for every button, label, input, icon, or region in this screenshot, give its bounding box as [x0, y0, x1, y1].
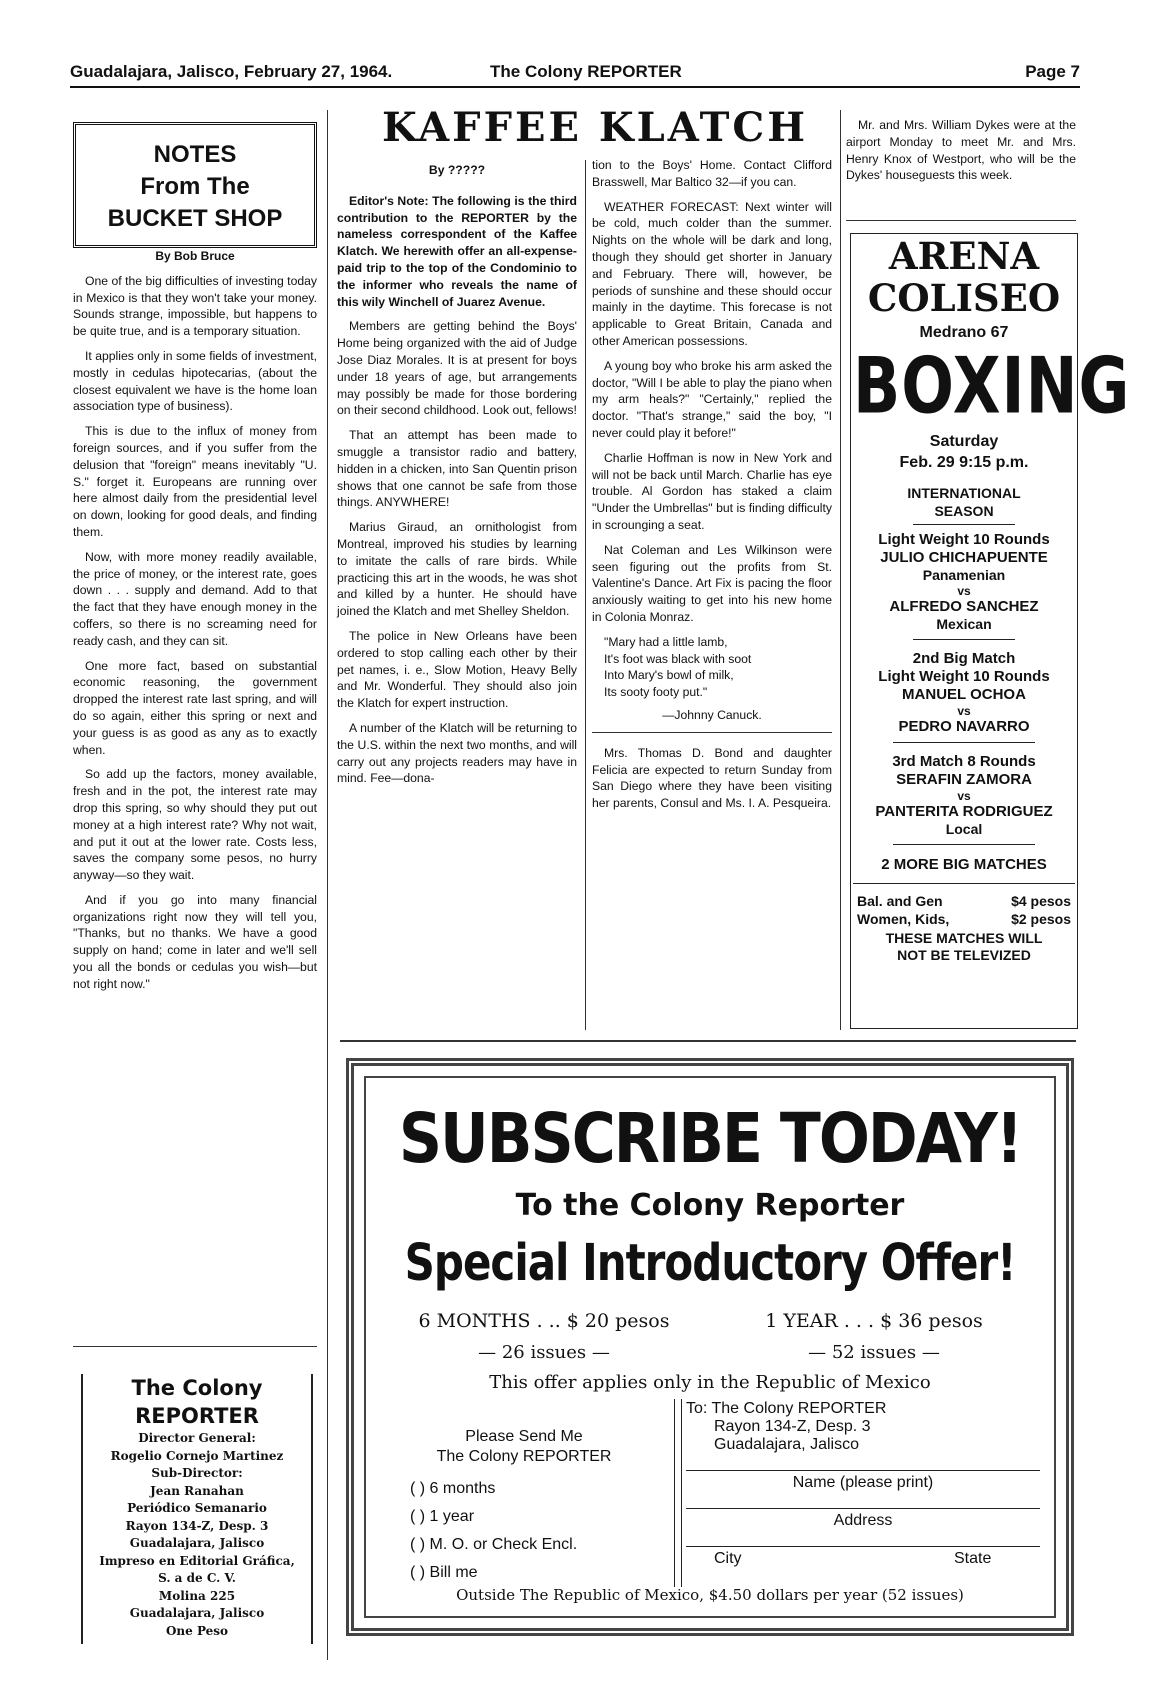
- kaffee-paragraph: Members are getting behind the Boys' Home being organized with the aid of Judge Jose Diaz Morales. It is at present for boys under 18 years of age, but arrangements may possibly be made for those bordering on their second childhood. Look out, fellows!: [337, 319, 577, 418]
- notes-paragraph: This is due to the influx of money from foreign sources, and if you suffer from the delusion that "foreign" means inevitably "U. S." forget it. Europeans are running over here almost daily from the presidential level on down, looking for good deals, and finding them.: [73, 424, 317, 539]
- notes-paragraph: Now, with more money readily available, the price of money, or the interest rate, goes down . . . supply and demand. Add to that the fact that they have enough money in the coffers, so there is no screaming need for ready cash, and they can sit.: [73, 549, 317, 648]
- series: INTERNATIONAL: [907, 485, 1021, 501]
- name-field-line[interactable]: [686, 1470, 1040, 1471]
- mail-to-line: To: The Colony REPORTER: [686, 1400, 887, 1417]
- notes-title-line: From The: [140, 173, 250, 200]
- divider: [340, 1040, 1076, 1042]
- divider: [846, 220, 1076, 221]
- kaffee-paragraph: Charlie Hoffman is now in New York and will not be back until March. Charlie has eye trouble. Al Gordon has staked a claim "Under the Umbrellas" but is finding difficulty in scrounging a seat.: [592, 450, 832, 532]
- more-matches: 2 MORE BIG MATCHES: [853, 855, 1075, 884]
- arena-address: Medrano 67: [919, 324, 1009, 341]
- option-1-year[interactable]: ( ) 1 year: [410, 1508, 475, 1525]
- kaffee-paragraph: Marius Giraud, an ornithologist from Montreal, improved his studies by learning to imitate the calls of rare birds. While practicing this art in the woods, he was shot and killed by a hunter. He should have joined the Klatch and met Shelley Sheldon.: [337, 520, 577, 619]
- one-year-price: 1 YEAR . . . $ 36 pesos: [765, 1310, 983, 1332]
- option-bill-me[interactable]: ( ) Bill me: [410, 1564, 478, 1581]
- kaffee-paragraph: tion to the Boys' Home. Contact Clifford Brasswell, Mar Baltico 32—if you can.: [592, 158, 832, 189]
- fighter: SERAFIN ZAMORA: [896, 771, 1032, 788]
- mail-to-line: Rayon 134-Z, Desp. 3: [714, 1418, 871, 1435]
- kaffee-paragraph: That an attempt has been made to smuggle a transistor radio and battery, hidden in a chicken, into San Quentin prison shows that one cannot be safe from those things. ANYWHERE!: [337, 428, 577, 510]
- masthead-line: Rayon 134-Z, Desp. 3: [125, 1518, 269, 1533]
- masthead-line: One Peso: [165, 1623, 229, 1638]
- page-header: [70, 60, 1080, 88]
- dykes-note: [846, 117, 1076, 192]
- event-date: Feb. 29 9:15 p.m.: [899, 454, 1029, 471]
- signoff: —Johnny Canuck.: [662, 707, 762, 722]
- fighter: PANTERITA RODRIGUEZ: [875, 803, 1053, 820]
- notes-paragraph: One of the big difficulties of investing today in Mexico is that they won't take your money. Sounds strange, impossible, but happens to be quite true, and is a temporary situation.: [73, 273, 317, 339]
- match-heading: 2nd Big Match: [912, 650, 1016, 667]
- kaffee-paragraph: A number of the Klatch will be returning to the U.S. within the next two months, and will carry out any projects readers may have in mind. Fee—dona-: [337, 720, 577, 786]
- subscribe-subhead: To the Colony Reporter: [515, 1188, 905, 1223]
- masthead-line: Guadalajara, Jalisco: [129, 1536, 265, 1550]
- offer-title: Special Introductory Offer!: [404, 1233, 1016, 1292]
- kaffee-column-2: [592, 157, 832, 820]
- fighter: MANUEL OCHOA: [902, 686, 1026, 703]
- notes-paragraph: One more fact, based on substantial economic reasoning, the government dropped the interest rate last spring, and will do so again, either this spring or next and your guess is as good as any as to exactly when.: [73, 658, 317, 757]
- versus: vs: [957, 704, 971, 718]
- city-state-field-line[interactable]: [686, 1546, 1040, 1547]
- fighter-origin: Panamenian: [922, 567, 1006, 583]
- send-line: Please Send Me: [465, 1428, 583, 1445]
- price-label: Women, Kids,: [857, 911, 950, 927]
- price-value: $2 pesos: [1011, 911, 1071, 927]
- kaffee-column-1: [337, 162, 577, 795]
- poem-line: "Mary had a little lamb,: [604, 634, 728, 649]
- masthead-line: Guadalajara, Jalisco: [129, 1606, 265, 1620]
- arena-name: ARENA: [888, 234, 1040, 278]
- masthead-line: Impreso en Editorial Gráfica,: [99, 1553, 295, 1568]
- fighter-origin: Local: [893, 821, 1035, 845]
- notes-paragraph: It applies only in some fields of investment, mostly in cedulas hipotecarias, (about the closest equivalent we have is the home loan association type of business).: [73, 348, 317, 414]
- divider: [73, 1346, 317, 1347]
- fighter: PEDRO NAVARRO: [893, 718, 1035, 743]
- subscribe-headline: SUBSCRIBE TODAY!: [398, 1098, 1022, 1180]
- masthead: [81, 1374, 313, 1644]
- notes-title-line: BUCKET SHOP: [107, 205, 283, 232]
- kaffee-paragraph: Nat Coleman and Les Wilkinson were seen figuring out the profits from St. Valentine's Dance. Art Fix is pacing the floor anxiously waiting to get into his new home in Colonia Monraz.: [592, 542, 832, 624]
- masthead-line: Molina 225: [158, 1588, 236, 1603]
- masthead-line: Rogelio Cornejo Martinez: [110, 1448, 284, 1463]
- subscription-ad: [346, 1058, 1074, 1636]
- address-field-line[interactable]: [686, 1508, 1040, 1509]
- state-label: State: [954, 1550, 992, 1567]
- one-year-issues: — 52 issues —: [808, 1342, 940, 1363]
- masthead-line: Director General:: [138, 1431, 256, 1445]
- masthead-line: Sub-Director:: [151, 1466, 243, 1480]
- boxing-ad-border: [850, 233, 1131, 1029]
- name-label: Name (please print): [792, 1474, 934, 1491]
- arena-name: COLISEO: [867, 276, 1061, 320]
- versus: vs: [957, 789, 971, 803]
- kaffee-byline: By ?????: [428, 163, 486, 177]
- kaffee-paragraph: WEATHER FORECAST: Next winter will be cold, much colder than the summer. Nights on the whole will be dark and long, though they should get shorter in January and February. There will, however, be periods of sunshine and these should occur mainly in the daytime. This forecase is not applicable to Great Britain, Canada and other American possessions.: [592, 199, 832, 348]
- column-rule: [327, 110, 328, 1660]
- poem-line: Into Mary's bowl of milk,: [604, 668, 734, 683]
- match-class: Light Weight 10 Rounds: [878, 531, 1050, 548]
- option-6-months[interactable]: ( ) 6 months: [410, 1480, 496, 1497]
- match-class: Light Weight 10 Rounds: [878, 668, 1050, 685]
- fighter: ALFREDO SANCHEZ: [889, 598, 1039, 615]
- series: SEASON: [913, 502, 1015, 525]
- paper-name: The Colony REPORTER: [490, 62, 682, 81]
- option-check[interactable]: ( ) M. O. or Check Encl.: [410, 1536, 578, 1553]
- address-label: Address: [833, 1512, 893, 1529]
- poem-line: It's foot was black with soot: [604, 651, 752, 666]
- divider: [592, 732, 832, 733]
- dykes-paragraph: Mr. and Mrs. William Dykes were at the airport Monday to meet Mr. and Mrs. Henry Knox of Westport, who will be the Dykes' houseguests this week.: [846, 118, 1076, 183]
- outside-mexico-price: Outside The Republic of Mexico, $4.50 dollars per year (52 issues): [456, 1586, 964, 1604]
- kaffee-paragraph: The police in New Orleans have been ordered to stop calling each other by their pet names, i. e., Slow Motion, Heavy Belly and Mr. Wonderful. They should also join the Klatch for expert instruction.: [337, 628, 577, 711]
- bond-note: Mrs. Thomas D. Bond and daughter Felicia are expected to return Sunday from San Diego where they have been visiting her parents, Consul and Ms. I. A. Pesqueira.: [592, 745, 832, 811]
- match-heading: 3rd Match 8 Rounds: [892, 753, 1036, 770]
- poem-line: Its sooty footy put.": [604, 685, 708, 700]
- page-number: Page 7: [1025, 62, 1080, 81]
- notes-title-box: [73, 122, 317, 248]
- notes-paragraph: And if you go into many financial organizations right now they will tell you, "Thanks, but no thanks. We have a good supply on hand; come in later and we'll sell you all the bonds or cedulas you wish—but not right now.": [73, 892, 317, 991]
- column-rule: [585, 160, 586, 1030]
- tv-notice: THESE MATCHES WILL NOT BE TELEVIZED: [885, 930, 1043, 963]
- fighter-origin: Mexican: [913, 616, 1015, 640]
- notes-title-line: NOTES: [153, 141, 237, 168]
- masthead-line: Periódico Semanario: [127, 1501, 267, 1515]
- versus: vs: [957, 584, 971, 598]
- editors-note: Editor's Note: The following is the third contribution to the REPORTER by the nameless correspondent of the Kaffee Klatch. We herewith offer an all-expense-paid trip to the top of the Condominio to the informer who reveals the name of this wily Winchell of Juarez Avenue.: [337, 193, 577, 309]
- city-label: City: [714, 1550, 742, 1567]
- event-day: Saturday: [929, 433, 999, 450]
- poem: [604, 634, 832, 701]
- send-line: The Colony REPORTER: [436, 1448, 612, 1465]
- event-title: BOXING: [853, 339, 1131, 431]
- notes-column: [73, 122, 317, 1001]
- six-months-price: 6 MONTHS . .. $ 20 pesos: [418, 1310, 670, 1332]
- kaffee-title: KAFFEE KLATCH: [381, 104, 808, 151]
- mail-to-line: Guadalajara, Jalisco: [714, 1436, 859, 1453]
- fighter: JULIO CHICHAPUENTE: [880, 549, 1048, 566]
- notes-paragraph: So add up the factors, money available, fresh and in the pot, the interest rate may drop this spring, so why should they put out money at a high interest rate? Why not wait, and put it out at the lower rate. Costs less, saves the company some pesos, no hurry anyway—so they wait.: [73, 767, 317, 883]
- price-value: $4 pesos: [1011, 893, 1071, 909]
- dateline: Guadalajara, Jalisco, February 27, 1964.: [70, 62, 393, 81]
- six-months-issues: — 26 issues —: [478, 1342, 610, 1363]
- notes-byline: By Bob Bruce: [155, 249, 235, 263]
- masthead-line: Jean Ranahan: [150, 1483, 244, 1498]
- kaffee-paragraph: A young boy who broke his arm asked the doctor, "Will I be able to play the piano when my arm heals?" "Certainly," replied the doctor. "That's strange," said the boy, "I never could play it before!": [592, 358, 832, 440]
- applies-note: This offer applies only in the Republic of Mexico: [489, 1372, 931, 1393]
- masthead-line: S. a de C. V.: [158, 1571, 236, 1585]
- price-label: Bal. and Gen: [857, 893, 943, 909]
- form-rule: [674, 1399, 682, 1587]
- masthead-title: The Colony REPORTER: [131, 1376, 263, 1428]
- column-rule: [840, 110, 841, 1030]
